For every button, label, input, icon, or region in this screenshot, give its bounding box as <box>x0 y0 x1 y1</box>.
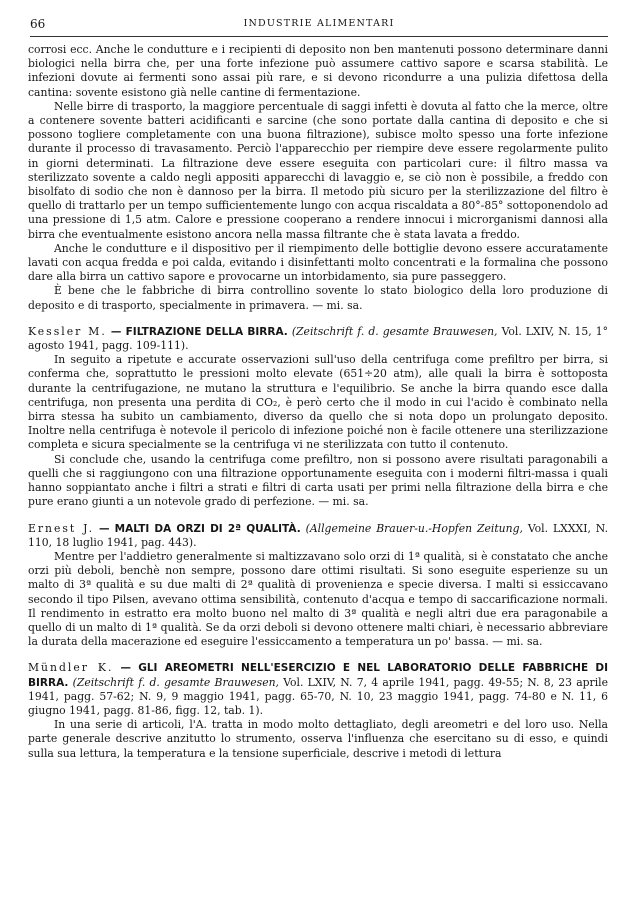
entry-citation: Vol. LXIV, N. 15, 1° agosto 1941, pagg. 109-111). <box>28 324 609 353</box>
entry-journal: (Zeitschrift f. d. gesamte Brauwesen, <box>72 675 279 689</box>
entry-paragraph: In una serie di articoli, l'A. tratta in modo molto dettagliato, degli areometri e del loro uso. Nella parte generale descrive anzitutto lo strumento, osserva l'influenza che esercitano su di esso, e quindi sulla sua lettura, la temperatura e la tensione superficiale, descrive i metodi di lettura <box>28 718 608 760</box>
page-header <box>30 17 608 33</box>
running-title: INDUSTRIE ALIMENTARI <box>243 18 395 29</box>
entry-journal: (Zeitschrift f. d. gesamte Brauwesen, <box>291 324 498 338</box>
entry-title: — FILTRAZIONE DELLA BIRRA. <box>110 325 288 338</box>
intro-paragraph: corrosi ecc. Anche le condutture e i recipienti di deposito non ben mantenuti possono determinare danni biologici nella birra che, per una forte infezione può assumere cattivo sapore e scarsa stabilità. Le infezioni dovute ai fermenti sono assai più rare, e si devono ricondurre a una pulizia difettosa della cantina: sovente esistono già nelle cantine di fermentazione. <box>28 43 608 99</box>
entry-author: Ernest J. <box>28 521 95 535</box>
entry-title: — GLI AREOMETRI NELL'ESERCIZIO E NEL LABORATORIO DELLE FABBRICHE DI BIRRA. <box>28 662 609 689</box>
entry-author: Mündler K. <box>28 661 114 675</box>
entry-reference <box>28 325 608 353</box>
entry-citation: Vol. LXXXI, N. 110, 18 luglio 1941, pag. 443). <box>28 521 609 549</box>
entry-citation: Vol. LXIV, N. 7, 4 aprile 1941, pagg. 49-55; N. 8, 23 aprile 1941, pagg. 57-62; N. 9, 9 maggio 1941, pagg. 65-70, N. 10, 23 maggio 1941, pagg. 74-80 e N. 11, 6 giugno 1941, pagg. 81-86, figg. 12, tab. 1). <box>28 675 609 717</box>
intro-paragraph: Nelle birre di trasporto, la maggiore percentuale di saggi infetti è dovuta al fatto che la merce, oltre a contenere sovente batteri acidificanti e sarcine (che sono portate dalla cantina di deposito e che si possono togliere completamente con una buona filtrazione), subisce molto spesso una forte infezione durante il processo di travasamento. Perciò l'apparecchio per riempire deve essere regolarmente pulito in giorni determinati. La filtrazione deve essere eseguita con particolari cure: il filtro massa va sterilizzato sovente a caldo negli appositi apparecchi di lavaggio e, se ciò non è possibile, a freddo con bisolfato di sodio che non è dannoso per la birra. Il metodo più sicuro per la sterilizzazione del filtro è quello di trattarlo per un tempo sufficientemente lungo con acqua riscaldata a 80°-85° sottoponendolo ad una pressione di 1,5 atm. Calore e pressione cooperano a rendere innocui i microrganismi dannosi alla birra che eventualmente esistono ancora nella massa filtrante che è stata lavata a freddo. <box>28 99 608 241</box>
intro-paragraph: Anche le condutture e il dispositivo per il riempimento delle bottiglie devono essere accuratamente lavati con acqua fredda e poi calda, evitando i disinfettanti molto concentrati e la formalina che possono dare alla birra un cattivo sapore e provocarne un intorbidamento, sia pure passeggero. <box>28 241 608 284</box>
entry-paragraph: Mentre per l'addietro generalmente si maltizzavano solo orzi di 1ª qualità, si è constatato che anche orzi più deboli, benchè non sempre, possono dare ottimi risultati. Si sono eseguite esperienze su un malto di 3ª qualità e su due malti di 2ª qualità di provenienza e specie diversa. I malti si essiccavano secondo il tipo Pilsen, avevano ottima sensibilità, contenuto d'acqua e tempo di saccarificazione normali. Il rendimento in estratto era molto buono nel malto di 3ª qualità e negli altri due era paragonabile a quello di un malto di 1ª qualità. Se da orzi deboli si devono ottenere malti chiari, è necessario abbreviare la durata della macerazione ed eseguire l'essiccamento a temperatura un po' bassa. — mi. sa. <box>28 549 608 649</box>
entry-journal: (Allgemeine Brauer-u.-Hopfen Zeitung, <box>305 521 523 535</box>
entry-title: — MALTI DA ORZI DI 2ª QUALITÀ. <box>99 522 301 535</box>
header-rule <box>30 36 608 37</box>
entry-paragraph: Si conclude che, usando la centrifuga come prefiltro, non si possono avere risultati paragonabili a quelli che si raggiungono con una filtrazione opportunamente eseguita con i moderni filtri-massa i quali hanno soppiantato anche i filtri a strati e filtri di carta usati per primi nella filtrazione della birra e che pure erano giunti a un notevole grado di perfezione. — mi. sa. <box>28 452 608 509</box>
entry-author: Kessler M. <box>28 324 107 338</box>
entry-reference <box>28 661 608 718</box>
page-number: 66 <box>30 17 46 31</box>
entry-paragraph: In seguito a ripetute e accurate osservazioni sull'uso della centrifuga come prefiltro per birra, si conferma che, soprattutto le pressioni molto elevate (651÷20 atm), alle quali la birra è sottoposta durante la centrifugazione, ne mutano la struttura e l'equilibrio. Se anche la birra quando esce dalla centrifuga, non presenta una perdita di CO₂, è però certo che il modo in cui l'acido è combinato nella birra stessa ha subito un cambiamento, diverso da quello che si nota dopo un prolungato deposito. Inoltre nella centrifuga è notevole il pericolo di infezione poiché non è facile ottenere una sterilizzazione completa e sicura specialmente se la centrifuga vi ne sterilizzata con tutto il contenuto. <box>28 353 608 452</box>
page-body <box>28 43 608 761</box>
intro-paragraph: È bene che le fabbriche di birra controllino sovente lo stato biologico della loro produzione di deposito e di trasporto, specialmente in primavera. — mi. sa. <box>28 284 608 312</box>
entry-reference <box>28 522 608 550</box>
